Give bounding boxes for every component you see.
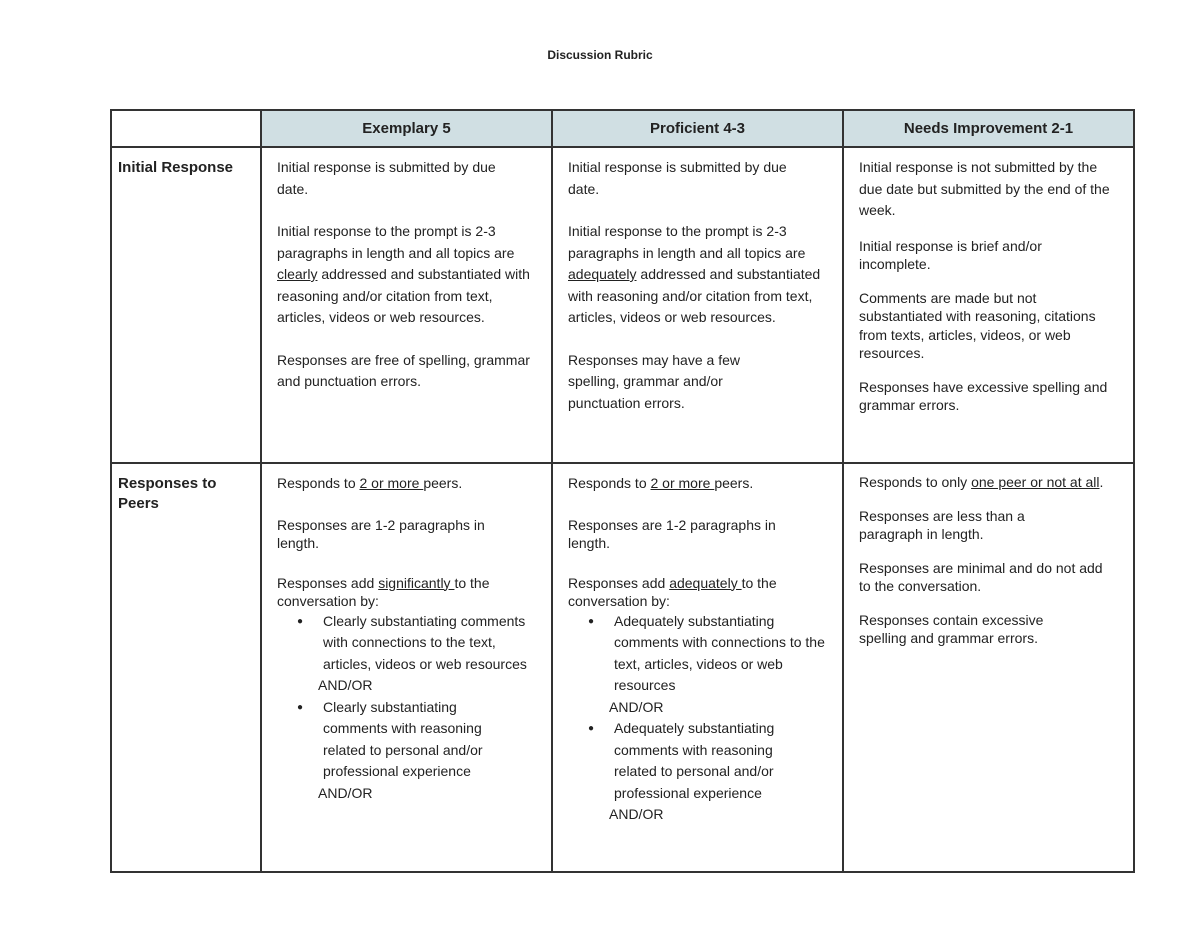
cell-peers-proficient: [552, 463, 843, 872]
cell-peers-exemplary: [261, 463, 552, 872]
criterion-text: Initial response to the prompt is 2-3 paragraphs in length and all topics are clearly addressed and substantiated with reasoning and/or citation from text, articles, videos or web resources.: [277, 223, 530, 325]
criterion-text: Responses contain excessive spelling and grammar errors.: [859, 611, 1044, 646]
criterion-text: Responses are free of spelling, grammar and punctuation errors.: [277, 351, 530, 389]
cell-initial-proficient: [552, 147, 843, 463]
criteria-list: [277, 697, 539, 783]
criterion-text: Responds to only one peer or not at all.: [859, 474, 1104, 490]
criterion-text: Responses have excessive spelling and grammar errors.: [859, 378, 1108, 413]
criterion-text: Responses are minimal and do not add to the conversation.: [859, 559, 1103, 594]
table-row: [111, 463, 1134, 872]
criterion-text: Comments are made but not substantiated with reasoning, citations from texts, articles, videos, or web resources.: [859, 289, 1096, 361]
criterion-text: Responses are less than a paragraph in length.: [859, 507, 1025, 542]
header-row: [111, 110, 1134, 147]
criteria-list: [277, 611, 539, 676]
list-item: ● Adequately substantiating comments with connections to the text, articles, videos or web resources: [614, 611, 830, 697]
criterion-text: Responds to 2 or more peers.: [568, 475, 754, 491]
rubric-table: [110, 109, 1135, 873]
and-or-text: AND/OR: [318, 784, 373, 801]
header-exemplary: Exemplary 5: [261, 110, 552, 147]
criterion-text: Initial response is brief and/or incomplete.: [859, 237, 1042, 272]
header-needs-improvement: Needs Improvement 2-1: [843, 110, 1134, 147]
criterion-text: Responses are 1-2 paragraphs in length.: [568, 516, 776, 551]
list-item: ● Clearly substantiating comments with reasoning related to personal and/or professional experience: [323, 697, 503, 783]
cell-initial-exemplary: [261, 147, 552, 463]
cell-peers-needs: [843, 463, 1134, 872]
list-item: ● Adequately substantiating comments with reasoning related to personal and/or professional experience: [614, 718, 794, 804]
criterion-text: Responses may have a few spelling, grammar and/or punctuation errors.: [568, 351, 740, 411]
criteria-list: [568, 611, 830, 697]
criterion-text: Initial response is submitted by due date.: [277, 159, 496, 197]
row-label-responses-to-peers: Responses to Peers: [111, 463, 261, 872]
and-or-text: AND/OR: [609, 806, 664, 822]
and-or-text: AND/OR: [318, 677, 373, 693]
criterion-text: Responses are 1-2 paragraphs in length.: [277, 516, 485, 551]
table-row: [111, 147, 1134, 463]
cell-initial-needs: [843, 147, 1134, 463]
row-label-initial-response: Initial Response: [111, 147, 261, 463]
criterion-text: Initial response to the prompt is 2-3 paragraphs in length and all topics are adequately addressed and substantiated with reasoning and/or citation from text, articles, videos or web resources.: [568, 223, 821, 325]
criteria-list: [568, 718, 830, 804]
criterion-text: Initial response is submitted by due date.: [568, 159, 787, 197]
document-title: Discussion Rubric: [547, 48, 653, 62]
criterion-text: Responses add significantly to the conversation by:: [277, 574, 490, 609]
list-item: ● Clearly substantiating comments with connections to the text, articles, videos or web resources: [323, 611, 539, 676]
header-proficient: Proficient 4-3: [552, 110, 843, 147]
header-empty: [111, 110, 261, 147]
and-or-text: AND/OR: [609, 698, 664, 715]
criterion-text: Responses add adequately to the conversation by:: [568, 574, 777, 609]
criterion-text: Initial response is not submitted by the due date but submitted by the end of the week.: [859, 159, 1110, 218]
criterion-text: Responds to 2 or more peers.: [277, 475, 463, 491]
